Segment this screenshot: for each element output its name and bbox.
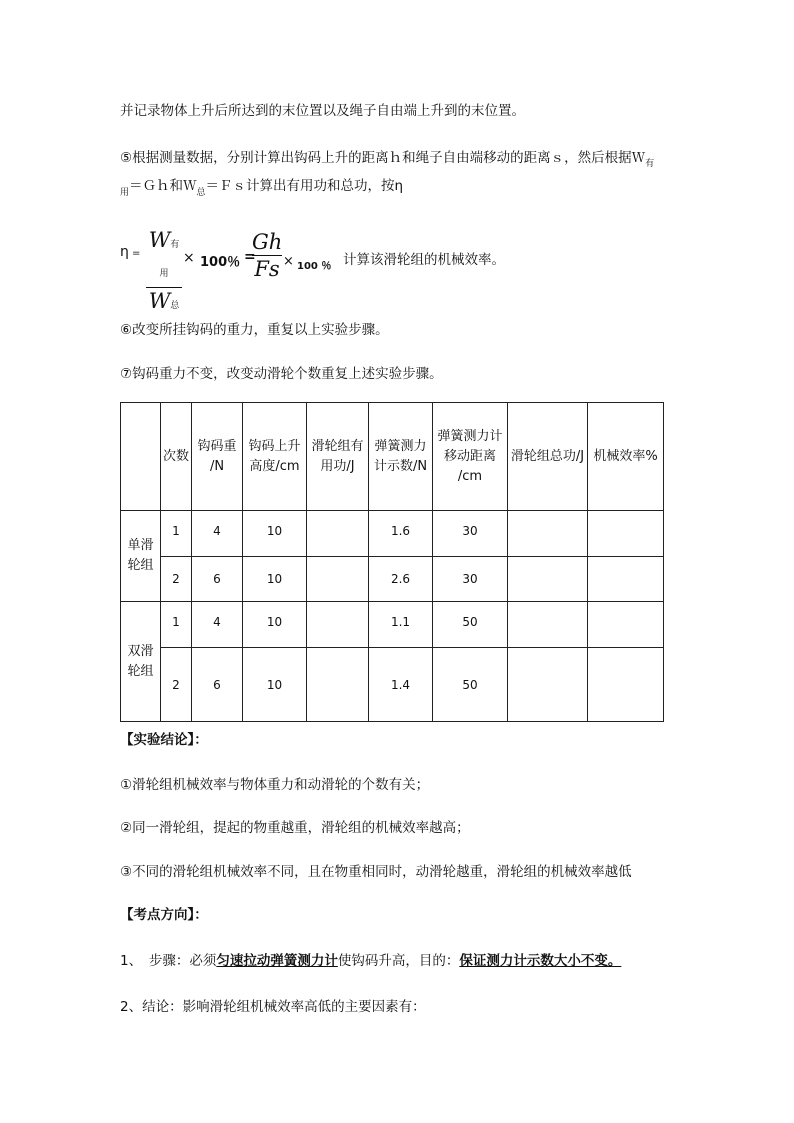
header-height: 钩码上升 高度/cm xyxy=(243,403,307,511)
cell-count: 2 xyxy=(161,557,192,602)
cell-height: 10 xyxy=(243,557,307,602)
cell-height: 10 xyxy=(243,602,307,648)
cell-weight: 6 xyxy=(192,648,243,722)
formula-times-2: × xyxy=(283,254,294,269)
formula-eta: η xyxy=(120,244,129,260)
paragraph-record-positions: 并记录物体上升后所达到的末位置以及绳子自由端上升到的末位置。 xyxy=(120,103,525,119)
header-total-work: 滑轮组总功/J xyxy=(508,403,588,511)
cell-total-work xyxy=(508,648,588,722)
cell-useful-work xyxy=(307,557,369,602)
step-underline-2: 保证测力计示数大小不变。 xyxy=(459,953,622,969)
step-prefix: 1、 步骤：必须 xyxy=(120,953,217,969)
paragraph-step6: ⑥改变所挂钩码的重力，重复以上实验步骤。 xyxy=(120,322,389,338)
experiment-table xyxy=(120,402,664,722)
cell-weight: 4 xyxy=(192,602,243,648)
cell-count: 2 xyxy=(161,648,192,722)
header-force: 弹簧测力 计示数/N xyxy=(369,403,433,511)
cell-useful-work xyxy=(307,648,369,722)
formula-equals: = xyxy=(132,248,141,259)
cell-height: 10 xyxy=(243,511,307,557)
w-sub-you: 有 xyxy=(645,159,655,169)
cell-weight: 6 xyxy=(192,557,243,602)
cell-force: 1.1 xyxy=(369,602,433,648)
paragraph-step5-line1 xyxy=(120,148,654,170)
w-sub-zong: 总 xyxy=(196,188,206,198)
table-row xyxy=(121,602,664,648)
cell-total-work xyxy=(508,602,588,648)
cell-useful-work xyxy=(307,602,369,648)
cell-distance: 30 xyxy=(433,557,508,602)
group-single-pulley: 单滑 轮组 xyxy=(121,511,161,602)
formula-times: × xyxy=(183,250,195,266)
formula-100-percent: 100％ xyxy=(200,255,241,270)
w-sub-yong: 用 xyxy=(120,188,130,198)
group-double-pulley: 双滑 轮组 xyxy=(121,602,161,722)
header-weight: 钩码重 /N xyxy=(192,403,243,511)
formula-description: 计算该滑轮组的机械效率。 xyxy=(343,252,505,268)
header-count: 次数 xyxy=(161,403,192,511)
cell-distance: 50 xyxy=(433,648,508,722)
fraction-w-denominator: W总 xyxy=(148,289,180,313)
cell-efficiency xyxy=(588,511,664,557)
fraction-gh-fs xyxy=(252,230,282,281)
cell-total-work xyxy=(508,557,588,602)
step5-text-a: ⑤根据测量数据，分别计算出钩码上升的距离ｈ和绳子自由端移动的距离ｓ，然后根据Ｗ xyxy=(120,150,646,166)
conclusion-item-3: ③不同的滑轮组机械效率不同，且在物重相同时，动滑轮越重，滑轮组的机械效率越低 xyxy=(120,864,632,880)
formula-100-percent-2: 100 ％ xyxy=(297,261,332,272)
exam-point-conclusion: 2、结论：影响滑轮组机械效率高低的主要因素有： xyxy=(120,999,426,1015)
cell-efficiency xyxy=(588,602,664,648)
exam-point-step xyxy=(120,951,621,971)
cell-count: 1 xyxy=(161,602,192,648)
cell-force: 2.6 xyxy=(369,557,433,602)
cell-weight: 4 xyxy=(192,511,243,557)
efficiency-formula xyxy=(120,228,680,313)
formula-equals-bold: = xyxy=(244,249,256,265)
header-useful-work: 滑轮组有 用功/J xyxy=(307,403,369,511)
paragraph-step5-line2 xyxy=(120,176,403,198)
table-row xyxy=(121,557,664,602)
cell-distance: 30 xyxy=(433,511,508,557)
exam-points-title: 【考点方向】： xyxy=(120,907,208,923)
cell-count: 1 xyxy=(161,511,192,557)
cell-useful-work xyxy=(307,511,369,557)
step5-text-c: ＝Ｆｓ计算出有用功和总功，按η xyxy=(205,178,404,194)
step-middle: 使钩码升高，目的： xyxy=(337,953,460,969)
table-row xyxy=(121,648,664,722)
table-header-row xyxy=(121,403,664,511)
conclusion-item-2: ②同一滑轮组，提起的物重越重，滑轮组的机械效率越高； xyxy=(120,820,470,836)
cell-height: 10 xyxy=(243,648,307,722)
header-efficiency: 机械效率% xyxy=(588,403,664,511)
cell-efficiency xyxy=(588,648,664,722)
fraction-w xyxy=(146,228,182,318)
fraction-gh: Gh xyxy=(252,230,283,254)
conclusion-title: 【实验结论】： xyxy=(120,732,208,748)
fraction-fs: Fs xyxy=(254,257,280,281)
cell-force: 1.4 xyxy=(369,648,433,722)
paragraph-step7: ⑦钩码重力不变，改变动滑轮个数重复上述实验步骤。 xyxy=(120,366,443,382)
step5-text-b: ＝Ｇｈ和Ｗ xyxy=(129,178,197,194)
header-blank xyxy=(121,403,161,511)
conclusion-item-1: ①滑轮组机械效率与物体重力和动滑轮的个数有关； xyxy=(120,777,430,793)
step-underline-1: 匀速拉动弹簧测力计 xyxy=(216,953,338,969)
cell-force: 1.6 xyxy=(369,511,433,557)
fraction-w-numerator: W有用 xyxy=(148,228,180,279)
cell-distance: 50 xyxy=(433,602,508,648)
header-distance: 弹簧测力计 移动距离 /cm xyxy=(433,403,508,511)
cell-total-work xyxy=(508,511,588,557)
table-row xyxy=(121,511,664,557)
cell-efficiency xyxy=(588,557,664,602)
